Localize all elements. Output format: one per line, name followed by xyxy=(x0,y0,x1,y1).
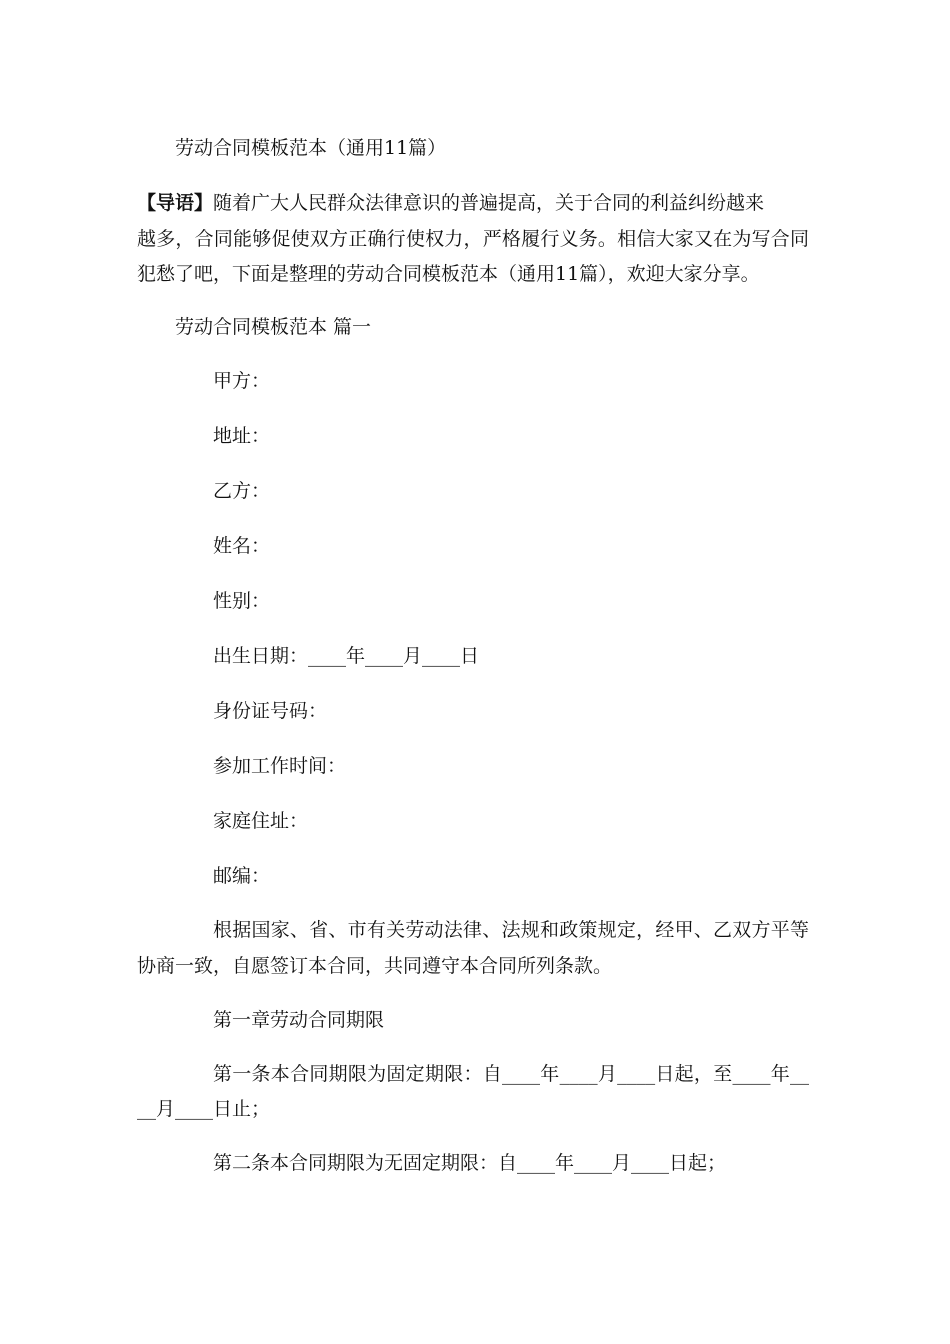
field-home-address: 家庭住址： xyxy=(213,810,309,832)
intro-line-2: 越多，合同能够促使双方正确行使权力，严格履行义务。相信大家又在为写合同 xyxy=(137,228,809,250)
article-2: 第二条本合同期限为无固定期限：自____年____月____日起； xyxy=(213,1152,727,1174)
intro-line-1 xyxy=(137,188,809,218)
field-name: 姓名： xyxy=(213,535,271,557)
field-postcode: 邮编： xyxy=(213,865,271,887)
intro-line-3: 犯愁了吧，下面是整理的劳动合同模板范本（通用11篇），欢迎大家分享。 xyxy=(137,263,760,285)
article-1-line-1: 第一条本合同期限为固定期限：自____年____月____日起，至____年__ xyxy=(213,1063,809,1085)
basis-line-1: 根据国家、省、市有关劳动法律、法规和政策规定，经甲、乙双方平等 xyxy=(213,919,809,941)
document-title: 劳动合同模板范本（通用11篇） xyxy=(175,137,447,159)
field-party-a: 甲方： xyxy=(213,370,271,392)
basis-line-2: 协商一致，自愿签订本合同，共同遵守本合同所列条款。 xyxy=(137,955,613,977)
field-work-start: 参加工作时间： xyxy=(213,755,347,777)
section-heading: 劳动合同模板范本 篇一 xyxy=(175,316,372,338)
field-party-b: 乙方： xyxy=(213,480,271,502)
field-birth-date: 出生日期：____年____月____日 xyxy=(213,645,480,667)
field-address: 地址： xyxy=(213,425,271,447)
article-1-line-2: __月____日止； xyxy=(137,1098,271,1120)
field-id-number: 身份证号码： xyxy=(213,700,328,722)
field-gender: 性别： xyxy=(213,590,271,612)
chapter-heading: 第一章劳动合同期限 xyxy=(213,1009,385,1031)
intro-text-1: 随着广大人民群众法律意识的普遍提高，关于合同的利益纠纷越来 xyxy=(213,192,765,214)
intro-lead-label: 【导语】 xyxy=(137,192,214,214)
